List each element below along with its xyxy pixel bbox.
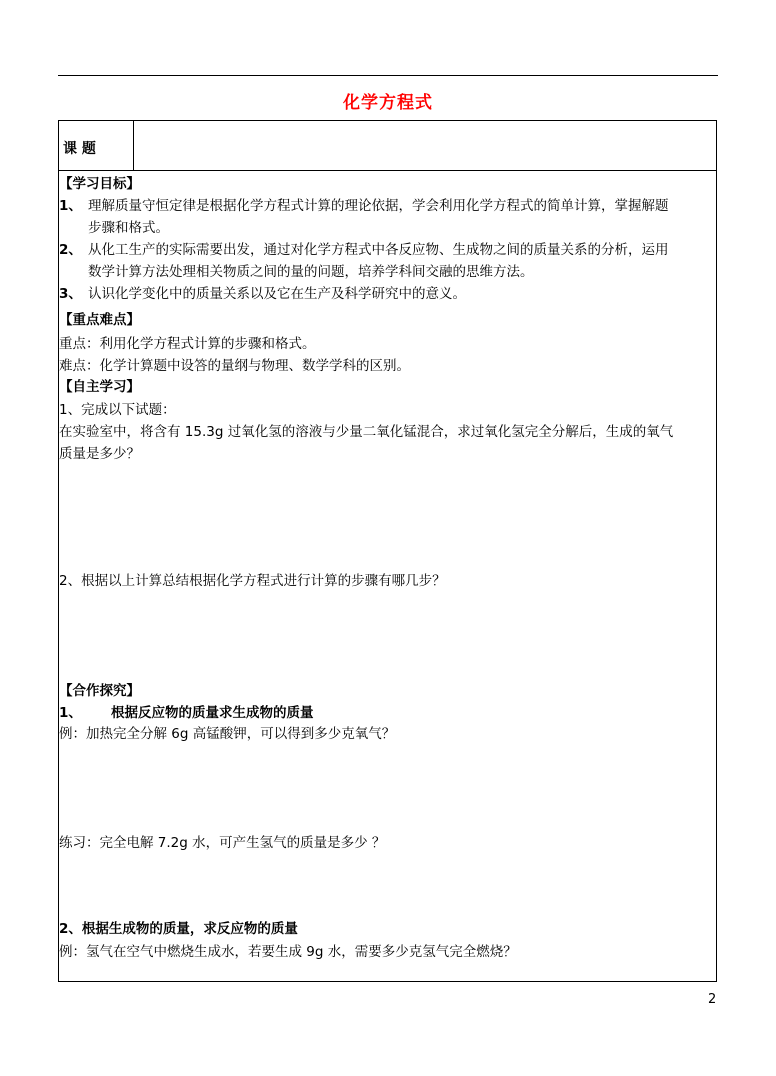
self-study-q1-line2: 质量是多少？	[59, 446, 140, 462]
goal-1-num: 1、	[59, 198, 82, 214]
goal-2-line2: 数学计算方法处理相关物质之间的量的问题，培养学科间交融的思维方法。	[88, 264, 534, 280]
goal-3-line1: 认识化学变化中的质量关系以及它在生产及科学研究中的意义。	[88, 286, 466, 302]
goal-1-line2: 步骤和格式。	[88, 220, 169, 236]
section2-example: 例：氢气在空气中燃烧生成水，若要生成 9g 水，需要多少克氢气完全燃烧？	[59, 944, 517, 960]
topic-divider	[133, 121, 134, 170]
topic-label: 课 题	[63, 141, 96, 157]
section1-example: 例：加热完全分解 6g 高锰酸钾，可以得到多少克氧气？	[59, 726, 396, 742]
goals-header: 【学习目标】	[59, 176, 140, 192]
section1-practice: 练习：完全电解 7.2g 水，可产生氢气的质量是多少 ？	[59, 835, 386, 851]
difficulty-point: 难点：化学计算题中设答的量纲与物理、数学学科的区别。	[59, 358, 410, 374]
self-study-q1-line1: 在实验室中，将含有 15.3g 过氧化氢的溶液与少量二氧化锰混合，求过氧化氢完全分解后，生成的氧气	[59, 424, 674, 440]
page-title: 化学方程式	[343, 93, 433, 113]
goal-2-line1: 从化工生产的实际需要出发，通过对化学方程式中各反应物、生成物之间的质量关系的分析，运用	[88, 242, 669, 258]
self-study-q2: 2、根据以上计算总结根据化学方程式进行计算的步骤有哪几步？	[59, 573, 446, 589]
goal-1-line1: 理解质量守恒定律是根据化学方程式计算的理论依据，学会利用化学方程式的简单计算，掌握解题	[88, 198, 669, 214]
section2-title: 2、根据生成物的质量，求反应物的质量	[59, 921, 298, 937]
goal-3-num: 3、	[59, 286, 82, 302]
header-rule	[58, 75, 718, 76]
page-number: 2	[708, 992, 717, 1007]
topic-row	[59, 121, 716, 171]
key-points-header: 【重点难点】	[59, 312, 140, 328]
key-point: 重点：利用化学方程式计算的步骤和格式。	[59, 336, 316, 352]
self-study-q1-label: 1、完成以下试题：	[59, 402, 176, 418]
lesson-table	[58, 120, 717, 982]
self-study-header: 【自主学习】	[59, 379, 140, 395]
section1-num: 1、	[59, 705, 82, 721]
goal-2-num: 2、	[59, 242, 82, 258]
cooperation-header: 【合作探究】	[59, 683, 140, 699]
section1-title: 根据反应物的质量求生成物的质量	[111, 705, 314, 721]
